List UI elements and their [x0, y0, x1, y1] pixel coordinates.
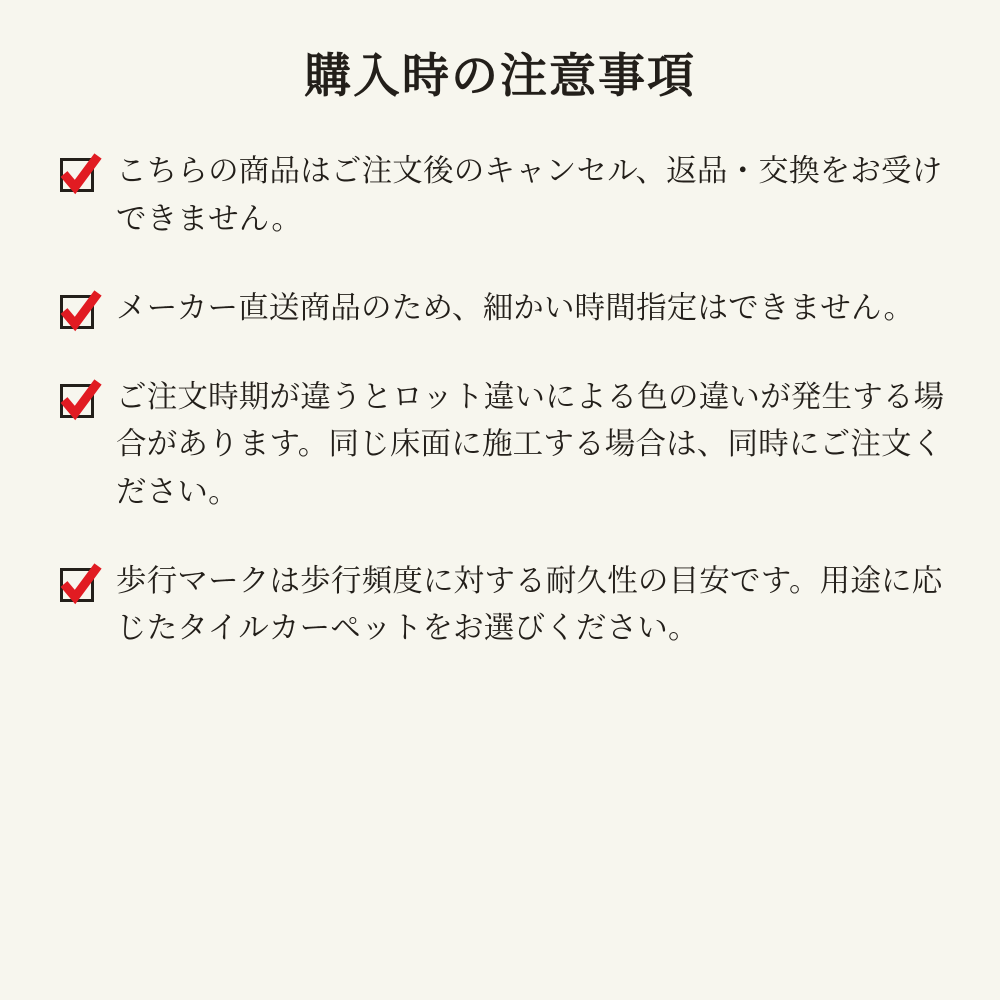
- note-text: ご注文時期が違うとロット違いによる色の違いが発生する場合があります。同じ床面に施工する場合は、同時にご注文ください。: [116, 380, 945, 509]
- list-item: [58, 558, 948, 653]
- checkbox-checked-icon: [58, 154, 98, 194]
- checkbox-checked-icon: [58, 564, 98, 604]
- page-title: 購入時の注意事項: [304, 49, 696, 102]
- note-text: メーカー直送商品のため、細かい時間指定はできません。: [116, 290, 915, 325]
- list-item: [58, 374, 948, 516]
- list-item: [58, 148, 948, 243]
- checkbox-checked-icon: [58, 380, 98, 420]
- notes-list: [0, 148, 1000, 652]
- note-text: 歩行マークは歩行頻度に対する耐久性の目安です。用途に応じたタイルカーペットをお選びください。: [116, 563, 943, 646]
- note-text: こちらの商品はご注文後のキャンセル、返品・交換をお受けできません。: [116, 154, 943, 236]
- list-item: [58, 285, 948, 332]
- checkbox-checked-icon: [58, 291, 98, 331]
